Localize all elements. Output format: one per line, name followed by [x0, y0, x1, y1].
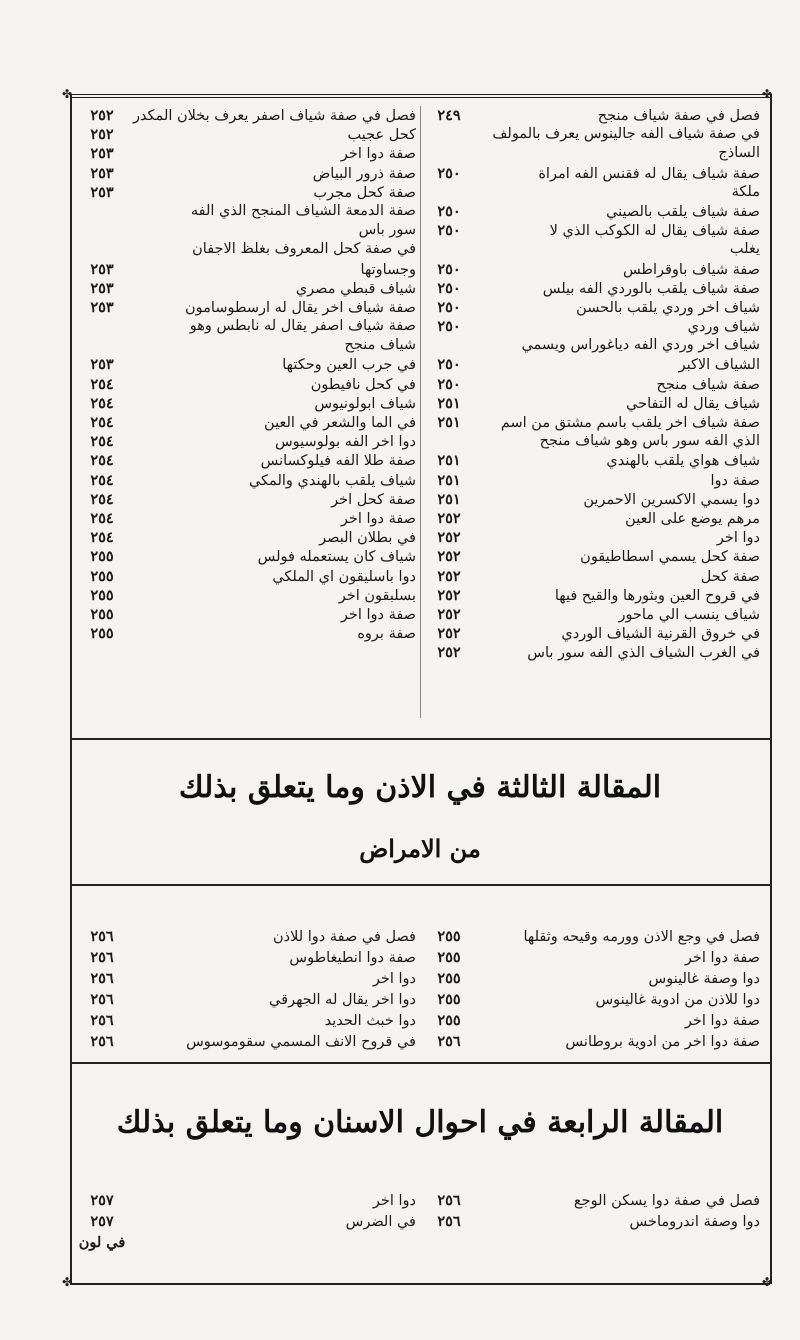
toc-entry — [425, 413, 760, 432]
toc-entry — [425, 183, 760, 202]
toc-entry-title: دوا وصفة غالينوس — [648, 971, 760, 987]
toc-entry-page-number: ٢٥٥ — [90, 548, 114, 566]
toc-entry — [425, 106, 760, 125]
toc-entry — [425, 509, 760, 528]
toc-entry — [78, 1232, 416, 1253]
toc-entry — [78, 336, 416, 355]
toc-entry-page-number: ٢٥٤ — [90, 433, 114, 451]
toc-entry-page-number: ٢٥٧ — [90, 1213, 114, 1230]
section-title-4: المقالة الرابعة في احوال الاسنان وما يتعلق بذلك — [116, 1105, 724, 1140]
toc-entry — [78, 355, 416, 374]
toc-entry-title: فصل في وجع الاذن وورمه وقيحه وثقلها — [523, 929, 760, 945]
toc-entry-page-number: ٢٥٤ — [90, 529, 114, 547]
toc-entry-page-number: ٢٥٣ — [90, 298, 114, 316]
toc-entry-title: صفة شياف يقال له الكوكب الذي لا — [549, 223, 760, 240]
toc-entry-page-number: ٢٥٢ — [437, 529, 461, 547]
toc-entry-page-number: ٢٥٤ — [90, 509, 114, 527]
toc-entry-title: شياف يقال له التفاحي — [626, 395, 760, 412]
toc-entry-title: دوا اخر يقال له الجهرقي — [269, 992, 416, 1008]
toc-entry — [78, 605, 416, 624]
toc-entry-title: صفة شياف يلقب بالوردي الفه بيلس — [542, 280, 760, 297]
toc-entry-title: شياف منجح — [344, 337, 416, 354]
toc-entry-page-number: ٢٥٥ — [437, 928, 461, 945]
toc-entry-title: في الغرب الشياف الذي الفه سور باس — [527, 645, 760, 662]
toc-entry-page-number: ٢٥٦ — [90, 1012, 114, 1029]
section1-right-column — [425, 106, 760, 662]
toc-entry-title: دوا باسليقون اي الملكي — [272, 568, 416, 585]
toc-entry-page-number: ٢٥٦ — [90, 970, 114, 987]
toc-entry-page-number: ٢٥٥ — [90, 625, 114, 643]
toc-entry-title: صفة دوا اخر — [340, 146, 416, 163]
toc-entry-title: صفة شياف باوقراطس — [622, 261, 760, 278]
toc-entry-page-number: ٢٥٣ — [90, 164, 114, 182]
toc-entry-page-number: ٢٥٦ — [437, 1213, 461, 1230]
toc-entry — [425, 394, 760, 413]
toc-entry-title: صفة ذرور البياض — [312, 165, 416, 182]
toc-entry-title: شياف هواي يلقب بالهندي — [606, 453, 760, 470]
toc-entry-title: صفة كحل اخر — [331, 491, 416, 508]
toc-entry-title: صفة كحل يسمي اسطاطيقون — [580, 549, 760, 566]
toc-entry-title: يغلب — [729, 241, 760, 258]
toc-entry-title: صفة شياف يقال له فقنس الفه امراة — [538, 165, 760, 182]
toc-entry — [78, 106, 416, 125]
toc-entry-page-number: ٢٥٤ — [90, 452, 114, 470]
toc-entry-page-number: ٢٥٥ — [437, 949, 461, 966]
toc-entry — [425, 471, 760, 490]
toc-entry — [78, 298, 416, 317]
toc-entry — [78, 586, 416, 605]
toc-entry — [78, 279, 416, 298]
toc-entry-page-number: ٢٥٢ — [437, 605, 461, 623]
toc-entry — [425, 926, 760, 947]
section-title-3: المقالة الثالثة في الاذن وما يتعلق بذلك — [178, 770, 662, 805]
toc-entry — [425, 260, 760, 279]
toc-entry — [425, 1211, 760, 1232]
toc-entry-title: الساذج — [718, 145, 760, 162]
toc-entry — [425, 451, 760, 470]
toc-entry-page-number: ٢٥٤ — [90, 414, 114, 431]
toc-entry-page-number: ٢٥٠ — [437, 279, 461, 297]
toc-entry-title: صفة دوا اخر — [340, 606, 416, 623]
toc-entry-title: فصل في صفة شياف منجح — [597, 108, 760, 124]
toc-entry-title: في صفة كحل المعروف بغلظ الاجفان — [192, 241, 416, 258]
toc-entry-title: في صفة شياف الفه جالينوس يعرف بالمولف — [492, 126, 760, 143]
toc-entry-page-number: ٢٥٦ — [437, 1033, 461, 1050]
toc-entry-page-number: ٢٥٤ — [90, 471, 114, 489]
toc-entry-title: شياف اخر وردي الفه دياغوراس ويسمي — [521, 337, 760, 354]
section3-left-column — [78, 1190, 416, 1253]
toc-entry-title: دوا وصفة اندروماخس — [629, 1214, 760, 1230]
toc-entry — [425, 375, 760, 394]
toc-entry — [78, 547, 416, 566]
toc-entry-page-number: ٢٥٥ — [90, 605, 114, 623]
toc-entry-page-number: ٢٥١ — [437, 471, 461, 489]
toc-entry-page-number: ٢٥٥ — [437, 1012, 461, 1029]
toc-entry — [78, 1031, 416, 1052]
toc-entry — [78, 144, 416, 163]
toc-entry-title: شياف يلقب بالهندي والمكي — [248, 472, 416, 489]
toc-entry-page-number: ٢٥٦ — [90, 1033, 114, 1050]
toc-entry — [425, 164, 760, 183]
toc-entry-title: كحل عجيب — [347, 127, 416, 144]
toc-entry-title: الذي الفه سور باس وهو شياف منجح — [539, 433, 760, 450]
toc-entry-title: دوا يسمي الاكسرين الاحمرين — [583, 491, 760, 508]
corner-ornament-bottom-left: ✤ — [62, 1275, 73, 1289]
section-subtitle-3: من الامراض — [359, 834, 481, 863]
toc-entry-title: دوا اخر — [716, 530, 760, 547]
toc-entry-title: صفة طلا الفه فيلوكسانس — [260, 453, 416, 470]
toc-entry-page-number: ٢٥٠ — [437, 260, 461, 278]
toc-entry — [425, 968, 760, 989]
toc-entry-page-number: ٢٥٥ — [90, 567, 114, 585]
toc-entry-title: فصل في صفة دوا للاذن — [272, 929, 416, 945]
corner-ornament-top-left: ✤ — [62, 87, 73, 101]
toc-entry-title: فصل في صفة دوا يسكن الوجع — [573, 1193, 760, 1209]
toc-entry-page-number: ٢٥٠ — [437, 318, 461, 336]
toc-entry-page-number: ٢٥٢ — [437, 509, 461, 527]
toc-entry-page-number: ٢٥٢ — [437, 548, 461, 566]
toc-entry-title: صفة دوا اخر — [684, 950, 760, 966]
toc-entry-page-number: ٢٥٦ — [90, 949, 114, 966]
toc-entry — [78, 183, 416, 202]
toc-entry-page-number: ٢٥٢ — [90, 126, 114, 144]
section2-left-column — [78, 926, 416, 1052]
toc-entry-title: في الما والشعر في العين — [264, 415, 416, 431]
toc-entry — [425, 947, 760, 968]
toc-entry-page-number: ٢٥٣ — [90, 356, 114, 374]
bottom-rule — [70, 1283, 770, 1285]
toc-entry — [78, 164, 416, 183]
toc-entry-page-number: ٢٥٤ — [90, 375, 114, 393]
toc-entry-page-number: ٢٥٠ — [437, 375, 461, 393]
toc-entry — [425, 1010, 760, 1031]
toc-entry — [425, 432, 760, 451]
toc-entry — [425, 1031, 760, 1052]
toc-entry-page-number: ٢٥٢ — [90, 107, 114, 124]
toc-entry — [78, 394, 416, 413]
toc-entry — [425, 298, 760, 317]
toc-entry — [78, 125, 416, 144]
toc-entry — [425, 547, 760, 566]
section2-right-column — [425, 926, 760, 1052]
toc-entry-page-number: ٢٥٣ — [90, 183, 114, 201]
toc-entry-page-number: ٢٥٥ — [90, 586, 114, 604]
toc-entry — [78, 260, 416, 279]
toc-entry-title: في قروح العين وبثورها والقيح فيها — [554, 587, 760, 604]
section1-left-column — [78, 106, 416, 643]
column-separator — [420, 106, 421, 718]
toc-entry-title: دوا اخر — [372, 1193, 416, 1209]
toc-entry-page-number: ٢٥٦ — [90, 928, 114, 945]
toc-entry — [425, 240, 760, 259]
toc-entry-title: دوا للاذن من ادوية غالينوس — [595, 992, 760, 1008]
toc-entry-title: صفة شياف منجح — [656, 376, 760, 393]
toc-entry — [78, 528, 416, 547]
toc-entry — [78, 317, 416, 336]
toc-entry — [425, 336, 760, 355]
toc-entry-page-number: ٢٥٢ — [437, 644, 461, 662]
toc-entry — [425, 317, 760, 336]
toc-entry-title: صفة كحل — [700, 568, 760, 585]
toc-entry-title: مرهم يوضع على العين — [625, 510, 760, 527]
toc-entry — [78, 947, 416, 968]
toc-entry-title: دوا اخر — [372, 971, 416, 987]
toc-entry-page-number: ٢٥٢ — [437, 567, 461, 585]
toc-entry-page-number: ٢٥٧ — [90, 1192, 114, 1209]
section3-right-column — [425, 1190, 760, 1232]
toc-entry-page-number: ٢٥٢ — [437, 586, 461, 604]
toc-entry-title: في قروح الانف المسمي سقوموسوس — [186, 1034, 416, 1050]
toc-entry — [78, 509, 416, 528]
toc-entry-title: وجساوتها — [360, 261, 416, 278]
toc-entry — [78, 1190, 416, 1211]
toc-entry — [78, 490, 416, 509]
toc-entry-page-number: ٢٥١ — [437, 452, 461, 470]
toc-entry — [425, 125, 760, 144]
toc-entry-page-number: ٢٥٢ — [437, 625, 461, 643]
toc-entry — [425, 528, 760, 547]
toc-entry-title: شياف كان يستعمله فولس — [257, 549, 416, 566]
toc-entry — [78, 202, 416, 221]
toc-entry-page-number: ٢٥٠ — [437, 222, 461, 240]
toc-entry-page-number: ٢٥٠ — [437, 356, 461, 374]
toc-entry — [78, 567, 416, 586]
toc-entry-title: شياف ينسب الي ماحور — [618, 606, 760, 623]
toc-entry-title: صفة بروه — [357, 626, 416, 643]
toc-entry — [78, 221, 416, 240]
toc-entry — [425, 989, 760, 1010]
toc-entry-page-number: ٢٥١ — [437, 394, 461, 412]
toc-entry-title: في خروق القرنية الشياف الوردي — [561, 626, 760, 643]
toc-entry-page-number: ٢٥٣ — [90, 260, 114, 278]
toc-entry-page-number: ٢٥٣ — [90, 145, 114, 163]
toc-entry-page-number: ٢٤٩ — [437, 107, 461, 124]
toc-entry-title: صفة شياف اخر يلقب باسم مشتق من اسم — [500, 415, 760, 431]
toc-entry-page-number: ٢٥٠ — [437, 164, 461, 182]
toc-entry-title: شياف اخر وردي يلقب بالحسن — [576, 299, 760, 316]
toc-entry-title: صفة كحل مجرب — [313, 184, 416, 201]
toc-entry — [425, 144, 760, 163]
toc-entry — [425, 279, 760, 298]
toc-entry-title: سور باس — [358, 222, 416, 239]
toc-entry — [78, 968, 416, 989]
toc-entry-page-number: ٢٥٥ — [437, 970, 461, 987]
toc-entry — [78, 451, 416, 470]
toc-entry — [425, 643, 760, 662]
toc-entry-title: صفة شياف يلقب بالصيني — [606, 203, 760, 220]
toc-entry-title: صفة دوا اخر — [684, 1013, 760, 1029]
toc-entry — [425, 605, 760, 624]
toc-entry — [425, 202, 760, 221]
toc-entry — [78, 375, 416, 394]
toc-entry — [78, 432, 416, 451]
toc-entry — [78, 989, 416, 1010]
toc-entry — [78, 926, 416, 947]
toc-entry-title: في الضرس — [345, 1214, 416, 1230]
toc-entry-title: صفة دوا انطيغاطوس — [289, 950, 416, 966]
toc-entry — [78, 413, 416, 432]
toc-entry-page-number: ٢٥١ — [437, 490, 461, 508]
toc-entry-title: صفة شياف اصفر يقال له نابطس وهو — [189, 318, 416, 335]
toc-entry-title: شياف وردي — [687, 319, 760, 336]
toc-entry-page-number: ٢٥١ — [437, 414, 461, 431]
toc-entry — [78, 471, 416, 490]
toc-entry — [425, 355, 760, 374]
corner-ornament-top-right: ✤ — [762, 87, 773, 101]
toc-entry — [425, 1190, 760, 1211]
toc-entry-title: صفة دوا اخر من ادوية بروطانس — [565, 1034, 760, 1050]
toc-entry — [78, 624, 416, 643]
toc-entry-title: دوا اخر الفه بولوسيوس — [274, 434, 416, 451]
toc-entry — [425, 567, 760, 586]
toc-entry-title: صفة دوا اخر — [340, 510, 416, 527]
toc-entry-page-number: ٢٥٣ — [90, 279, 114, 297]
toc-entry-title: دوا خبث الحديد — [324, 1013, 416, 1029]
toc-entry-title: في كحل نافيطون — [310, 376, 416, 393]
toc-entry-page-number: ٢٥٥ — [437, 991, 461, 1008]
section-divider — [70, 738, 770, 740]
toc-entry-title: صفة الدمعة الشياف المنجح الذي الفه — [190, 202, 416, 219]
top-double-rule — [70, 94, 770, 98]
toc-entry-page-number: في لون — [78, 1234, 126, 1251]
toc-entry — [78, 1211, 416, 1232]
toc-entry — [425, 490, 760, 509]
corner-ornament-bottom-right: ✤ — [762, 1275, 773, 1289]
toc-entry — [425, 624, 760, 643]
toc-entry-title: صفة دوا — [710, 472, 760, 489]
section-divider — [70, 1062, 770, 1064]
toc-entry — [78, 240, 416, 259]
toc-entry-page-number: ٢٥٠ — [437, 298, 461, 316]
toc-entry-title: بسلبقون اخر — [338, 587, 416, 604]
toc-entry-title: صفة شياف اخر يقال له ارسطوسامون — [185, 299, 416, 316]
toc-entry-title: شياف ابولونيوس — [314, 395, 416, 412]
toc-entry-title: فصل في صفة شياف اصفر يعرف بخلان المكدر — [132, 108, 416, 124]
toc-entry — [425, 586, 760, 605]
toc-entry-page-number: ٢٥٠ — [437, 202, 461, 220]
toc-entry-title: في بطلان البصر — [319, 530, 416, 547]
section-divider — [70, 884, 770, 886]
toc-entry-page-number: ٢٥٦ — [437, 1192, 461, 1209]
toc-entry-title: ملكة — [731, 183, 760, 200]
toc-entry — [78, 1010, 416, 1031]
toc-entry-page-number: ٢٥٤ — [90, 490, 114, 508]
toc-entry-title: في جرب العين وحكتها — [282, 357, 416, 374]
toc-entry — [425, 221, 760, 240]
toc-entry-page-number: ٢٥٤ — [90, 394, 114, 412]
toc-entry-page-number: ٢٥٦ — [90, 991, 114, 1008]
toc-entry-title: شياف قبطي مصري — [295, 280, 416, 297]
toc-entry-title: الشياف الاكبر — [678, 357, 760, 374]
